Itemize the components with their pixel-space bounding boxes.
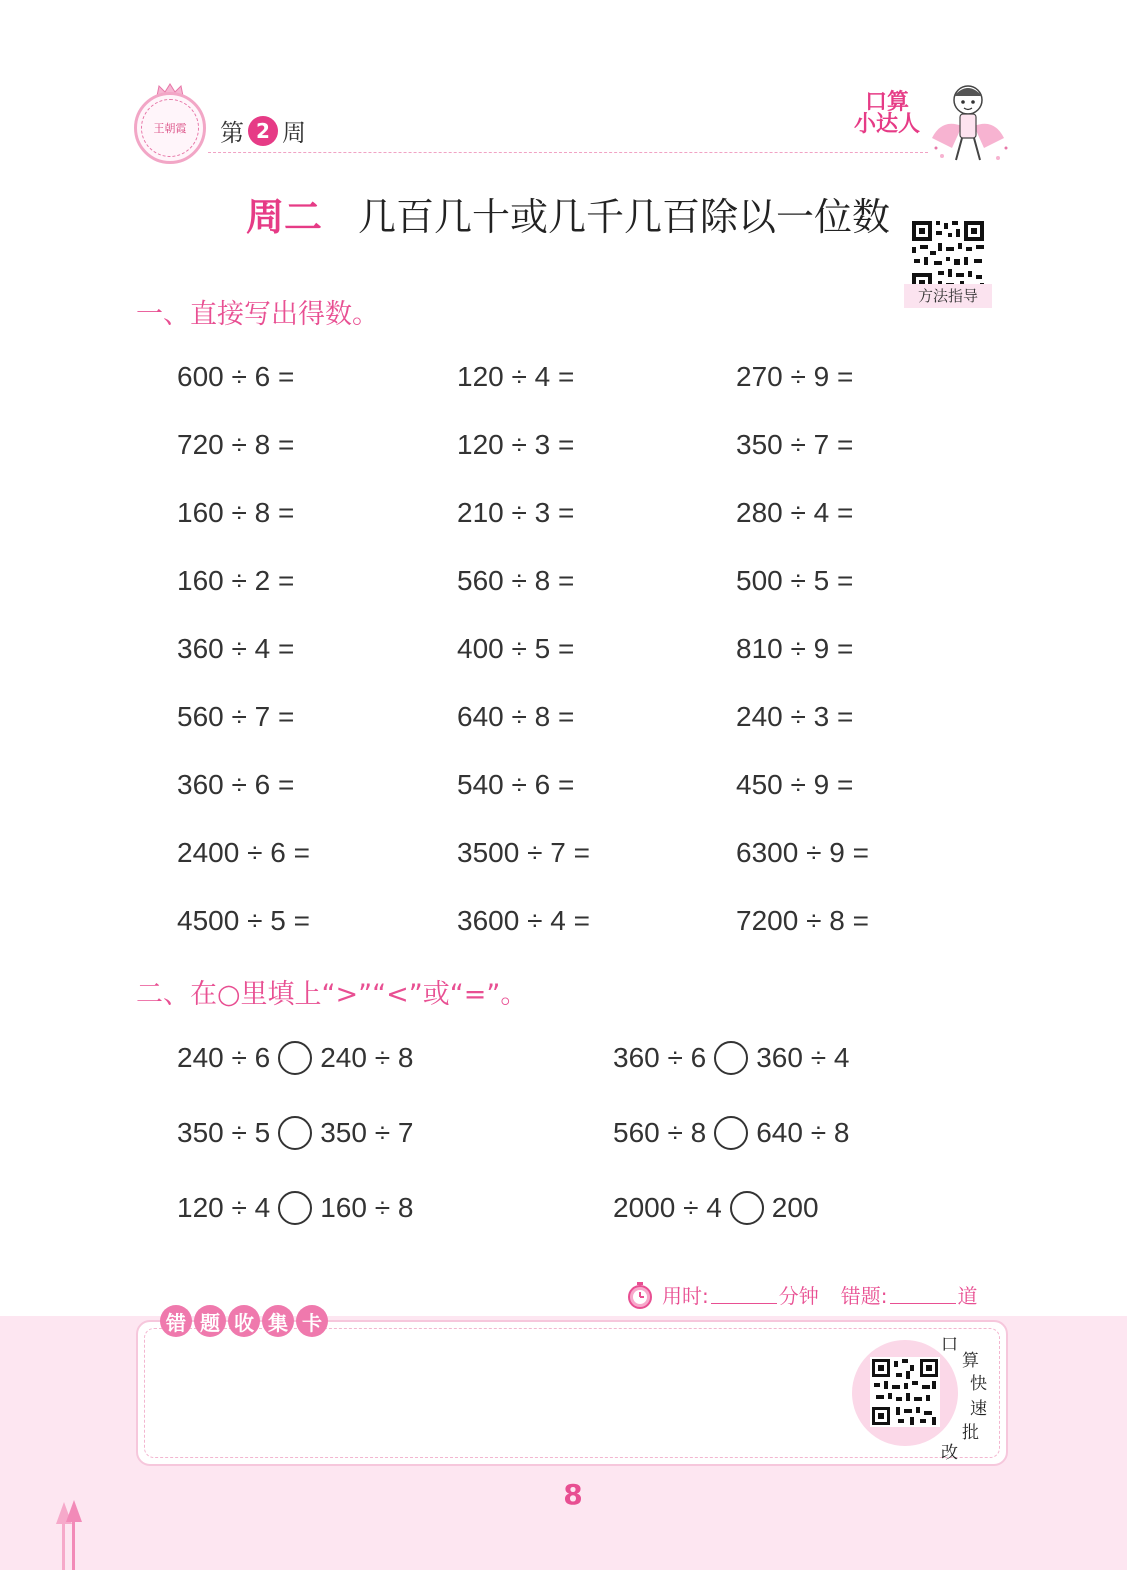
- problem: 720 ÷ 8 =: [177, 429, 295, 460]
- problem: 600 ÷ 6 =: [177, 361, 295, 392]
- problem: 3600 ÷ 4 =: [457, 905, 590, 936]
- answer-circle[interactable]: [278, 1041, 312, 1075]
- problem: 270 ÷ 9 =: [736, 361, 854, 392]
- title-day: 周二: [246, 195, 323, 239]
- week-prefix: 第: [220, 119, 244, 147]
- problem: 2400 ÷ 6 =: [177, 837, 310, 868]
- week-number-badge: 2: [248, 116, 278, 146]
- card-title: [160, 1305, 328, 1337]
- card-title-char: 题: [194, 1305, 226, 1337]
- problem: 540 ÷ 6 =: [457, 769, 575, 800]
- arrow-decoration-icon: [52, 1498, 92, 1570]
- week-suffix: 周: [282, 119, 306, 147]
- publisher-logo: [134, 92, 206, 164]
- stopwatch-icon: [626, 1281, 654, 1309]
- answer-circle[interactable]: [714, 1041, 748, 1075]
- side-text-char: 快: [970, 1374, 987, 1394]
- problem: 6300 ÷ 9 =: [736, 837, 869, 868]
- problem: 350 ÷ 7 =: [736, 429, 854, 460]
- problem: 360 ÷ 6 =: [177, 769, 295, 800]
- brand-logo: [852, 92, 922, 136]
- comparison-right: 350 ÷ 7: [320, 1117, 414, 1148]
- answer-circle[interactable]: [278, 1191, 312, 1225]
- side-text-char: 口: [941, 1335, 958, 1355]
- side-text-char: 批: [962, 1423, 979, 1443]
- comparison-item: [613, 1191, 819, 1225]
- problem: 560 ÷ 8 =: [457, 565, 575, 596]
- problem: 560 ÷ 7 =: [177, 701, 295, 732]
- problem: 500 ÷ 5 =: [736, 565, 854, 596]
- time-unit: 分钟: [778, 1284, 819, 1308]
- problem: 160 ÷ 8 =: [177, 497, 295, 528]
- time-blank[interactable]: [711, 1285, 777, 1304]
- problem: 120 ÷ 3 =: [457, 429, 575, 460]
- mascot-illustration: [922, 78, 1014, 168]
- answer-circle[interactable]: [714, 1116, 748, 1150]
- problem: 160 ÷ 2 =: [177, 565, 295, 596]
- title-topic: 几百几十或几千几百除以一位数: [358, 195, 891, 239]
- section2-heading: 二、在○里填上“>”“<”或“=”。: [136, 979, 528, 1010]
- comparison-left: 560 ÷ 8: [613, 1117, 707, 1148]
- problem: 7200 ÷ 8 =: [736, 905, 869, 936]
- side-text-char: 算: [962, 1351, 979, 1371]
- method-guide-label: 方法指导: [904, 284, 992, 308]
- comparison-item: [177, 1041, 413, 1075]
- time-label: 用时:: [662, 1284, 709, 1308]
- timing-row: [626, 1280, 978, 1309]
- error-blank[interactable]: [890, 1285, 956, 1304]
- comparison-right: 360 ÷ 4: [756, 1042, 850, 1073]
- card-title-char: 错: [160, 1305, 192, 1337]
- comparison-item: [613, 1116, 849, 1150]
- problem: 3500 ÷ 7 =: [457, 837, 590, 868]
- problem: 280 ÷ 4 =: [736, 497, 854, 528]
- comparison-right: 200: [771, 1192, 819, 1223]
- comparison-left: 360 ÷ 6: [613, 1042, 707, 1073]
- comparison-right: 160 ÷ 8: [320, 1192, 414, 1223]
- error-unit: 道: [957, 1284, 978, 1308]
- answer-circle[interactable]: [730, 1191, 764, 1225]
- side-text-char: 速: [970, 1399, 987, 1419]
- comparison-left: 120 ÷ 4: [177, 1192, 271, 1223]
- card-title-char: 集: [262, 1305, 294, 1337]
- side-text-char: 改: [941, 1443, 958, 1463]
- comparison-right: 240 ÷ 8: [320, 1042, 414, 1073]
- comparison-left: 2000 ÷ 4: [613, 1192, 722, 1223]
- comparison-right: 640 ÷ 8: [756, 1117, 850, 1148]
- brand-line1: 口算: [864, 90, 909, 115]
- logo-text: 王朝霞: [141, 99, 199, 157]
- problem: 450 ÷ 9 =: [736, 769, 854, 800]
- section1-heading: 一、直接写出得数。: [136, 299, 379, 330]
- problem: 360 ÷ 4 =: [177, 633, 295, 664]
- error-label: 错题:: [840, 1284, 888, 1308]
- header-divider: [208, 152, 928, 153]
- card-title-char: 卡: [296, 1305, 328, 1337]
- week-indicator: [220, 113, 306, 148]
- problem: 120 ÷ 4 =: [457, 361, 575, 392]
- problem: 810 ÷ 9 =: [736, 633, 854, 664]
- answer-circle[interactable]: [278, 1116, 312, 1150]
- problem: 400 ÷ 5 =: [457, 633, 575, 664]
- qr-code-icon[interactable]: [870, 1357, 940, 1427]
- problem: 4500 ÷ 5 =: [177, 905, 310, 936]
- brand-line2: 小达人: [853, 112, 920, 137]
- card-title-char: 收: [228, 1305, 260, 1337]
- comparison-left: 240 ÷ 6: [177, 1042, 271, 1073]
- comparison-item: [613, 1041, 849, 1075]
- problem: 640 ÷ 8 =: [457, 701, 575, 732]
- problem: 240 ÷ 3 =: [736, 701, 854, 732]
- comparison-item: [177, 1191, 413, 1225]
- page-title: [246, 186, 890, 241]
- problem: 210 ÷ 3 =: [457, 497, 575, 528]
- comparison-item: [177, 1116, 413, 1150]
- page-number: 8: [563, 1478, 583, 1511]
- comparison-left: 350 ÷ 5: [177, 1117, 271, 1148]
